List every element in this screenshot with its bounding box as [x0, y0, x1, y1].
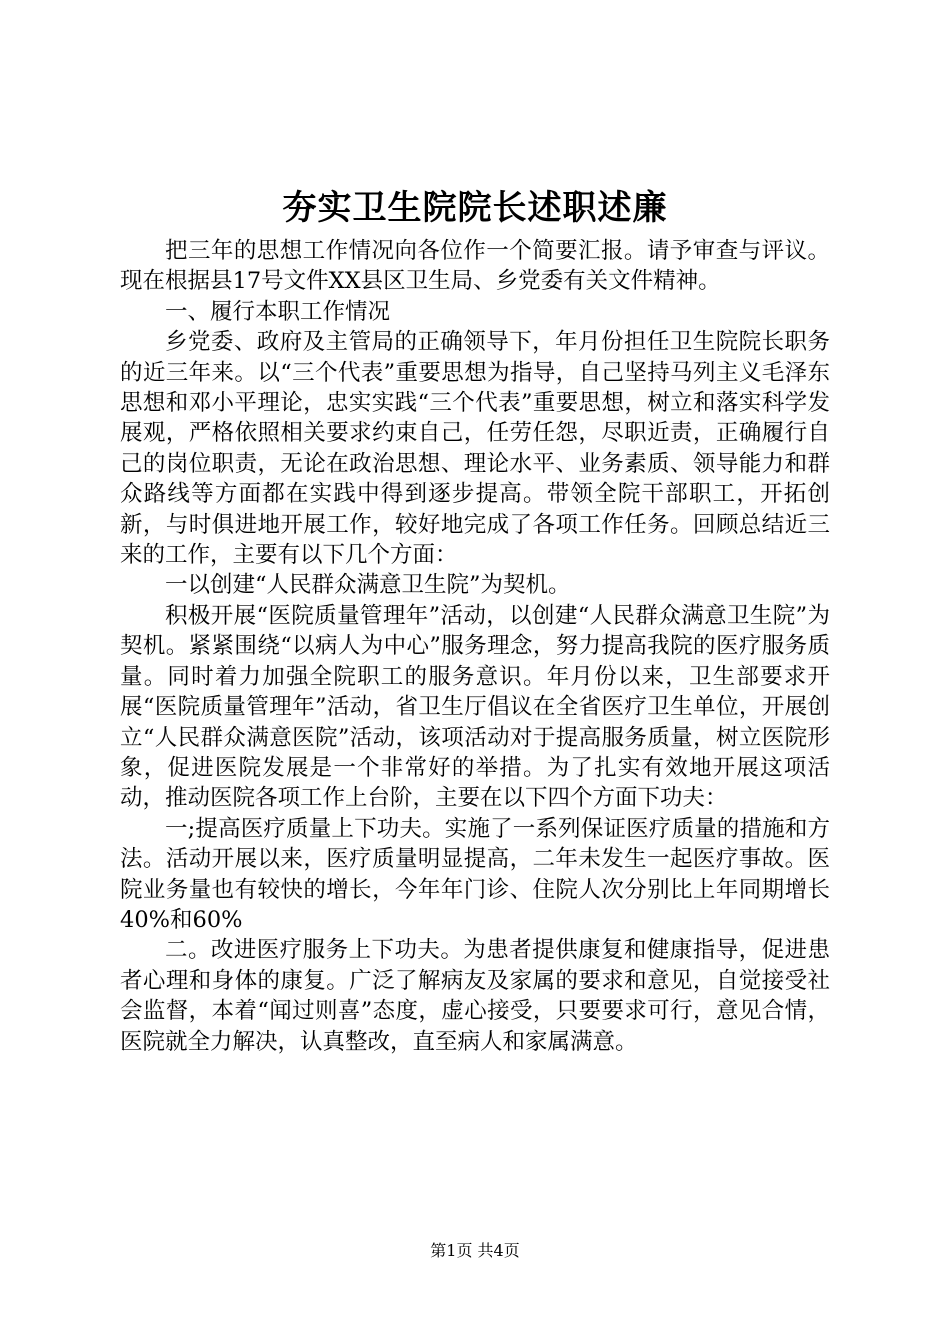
- document-body: [120, 236, 830, 1057]
- document-title: 夯实卫生院院长述职述廉: [282, 188, 668, 228]
- paragraph-medical-service: 二。改进医疗服务上下功夫。为患者提供康复和健康指导，促进患者心理和身体的康复。广泛了解病友及家属的要求和意见，自觉接受社会监督，本着“闻过则喜”态度，虚心接受，只要要求可行，意见合情，医院就全力解决，认真整改，直至病人和家属满意。: [120, 937, 830, 1055]
- paragraph-intro: 把三年的思想工作情况向各位作一个简要汇报。请予审查与评议。现在根据县17号文件XX县区卫生局、乡党委有关文件精神。: [120, 238, 830, 295]
- page-footer: 第1页 共4页: [430, 1241, 520, 1260]
- section-heading-duties: 一、履行本职工作情况: [165, 298, 391, 325]
- subheading-satisfied-hospital: 一以创建“人民群众满意卫生院”为契机。: [165, 572, 571, 599]
- paragraph-duties: 乡党委、政府及主管局的正确领导下，年月份担任卫生院院长职务的近三年来。以“三个代表”重要思想为指导，自己坚持马列主义毛泽东思想和邓小平理论，忠实实践“三个代表”重要思想，树立和落实科学发展观，严格依照相关要求约束自己，任劳任怨，尽职近责，正确履行自己的岗位职责，无论在政治思想、理论水平、业务素质、领导能力和群众路线等方面都在实践中得到逐步提高。带领全院干部职工，开拓创新，与时俱进地开展工作，较好地完成了各项工作任务。回顾总结近三来的工作，主要有以下几个方面：: [120, 329, 830, 569]
- paragraph-medical-quality: 一;提高医疗质量上下功夫。实施了一系列保证医疗质量的措施和方法。活动开展以来，医疗质量明显提高，二年未发生一起医疗事故。医院业务量也有较快的增长，今年年门诊、住院人次分别比上年同期增长40%和60%: [120, 815, 830, 933]
- paragraph-quality-year: 积极开展“医院质量管理年”活动，以创建“人民群众满意卫生院”为契机。紧紧围绕“以病人为中心”服务理念，努力提高我院的医疗服务质量。同时着力加强全院职工的服务意识。年月份以来，卫生部要求开展“医院质量管理年”活动，省卫生厅倡议在全省医疗卫生单位，开展创立“人民群众满意医院”活动，该项活动对于提高服务质量，树立医院形象，促进医院发展是一个非常好的举措。为了扎实有效地开展这项活动，推动医院各项工作上台阶，主要在以下四个方面下功夫：: [120, 602, 830, 812]
